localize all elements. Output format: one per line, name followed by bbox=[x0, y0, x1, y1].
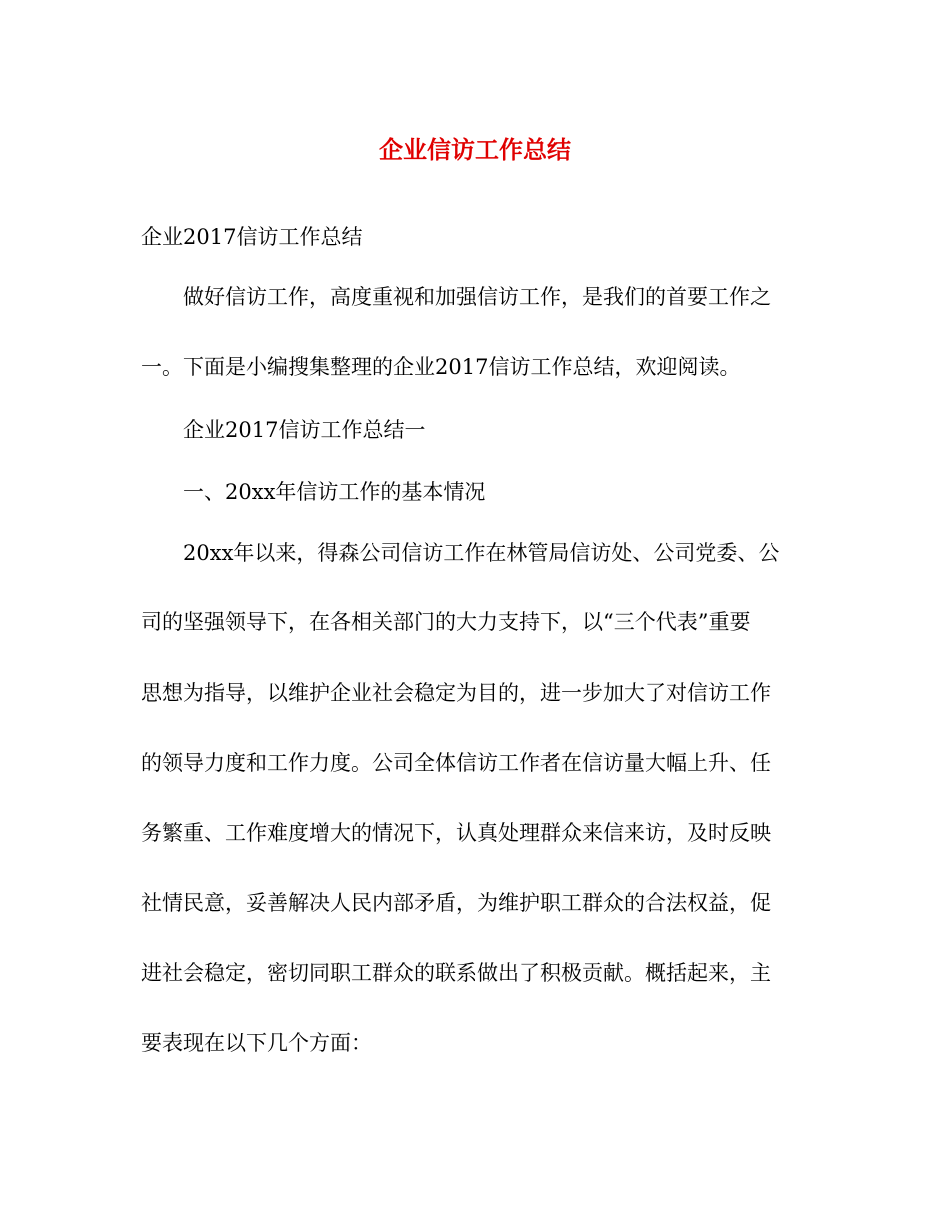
paragraph-line: 要表现在以下几个方面： bbox=[141, 1031, 372, 1055]
paragraph-line: 20xx年以来，得森公司信访工作在林管局信访处、公司党委、公 bbox=[183, 541, 780, 565]
paragraph-line: 思想为指导，以维护企业社会稳定为目的，进一步加大了对信访工作 bbox=[141, 681, 771, 705]
subtitle-line: 企业2017信访工作总结 bbox=[141, 225, 363, 249]
paragraph-line: 司的坚强领导下，在各相关部门的大力支持下，以“三个代表”重要 bbox=[141, 610, 751, 634]
paragraph-line: 的领导力度和工作力度。公司全体信访工作者在信访量大幅上升、任 bbox=[141, 751, 771, 775]
section-heading: 企业2017信访工作总结一 bbox=[183, 418, 426, 442]
paragraph-line: 进社会稳定，密切同职工群众的联系做出了积极贡献。概括起来，主 bbox=[141, 961, 771, 985]
paragraph-line: 做好信访工作，高度重视和加强信访工作，是我们的首要工作之 bbox=[183, 285, 771, 309]
paragraph-line: 社情民意，妥善解决人民内部矛盾，为维护职工群众的合法权益，促 bbox=[141, 891, 771, 915]
paragraph-line: 务繁重、工作难度增大的情况下，认真处理群众来信来访，及时反映 bbox=[141, 821, 771, 845]
section-heading: 一、20xx年信访工作的基本情况 bbox=[183, 480, 486, 504]
paragraph-line: 一。下面是小编搜集整理的企业2017信访工作总结，欢迎阅读。 bbox=[141, 355, 741, 379]
document-title: 企业信访工作总结 bbox=[379, 135, 571, 164]
